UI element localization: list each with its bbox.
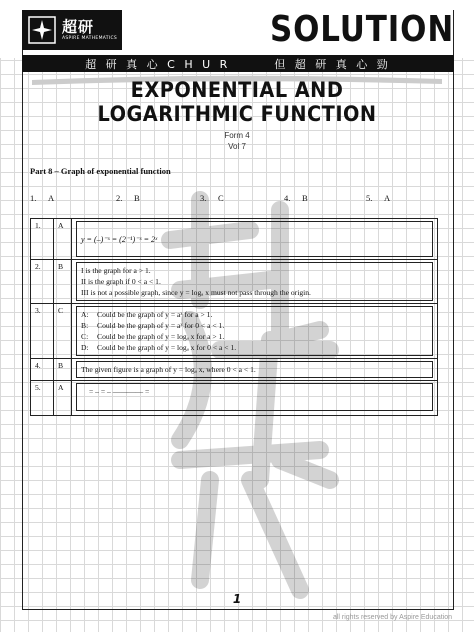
title-line-1: EXPONENTIAL AND — [130, 78, 344, 102]
slogan-banner — [22, 55, 454, 72]
equation-1: y = (–)⁻ˣ = (2⁻¹)⁻ˣ = 2ˣ — [81, 234, 158, 244]
rights-notice: all rights reserved by Aspire Education — [332, 614, 452, 621]
vol-label: Vol 7 — [228, 142, 246, 151]
answer-3: 3. C — [200, 193, 224, 203]
logo-chinese-text: 超研 — [62, 17, 95, 36]
banner-left-text: 超 研 真 心 C H U R — [85, 57, 231, 71]
title-line-2: LOGARITHMIC FUNCTION — [97, 102, 377, 126]
page-number: 1 — [232, 592, 242, 606]
table-row: 4. B The given figure is a graph of y = logₐ x, where 0 < a < 1. — [31, 359, 438, 381]
answer-2: 2. B — [116, 193, 140, 203]
logo-english-text: ASPIRE MATHEMATICS — [62, 35, 118, 41]
part-heading: Part 8 – Graph of exponential function — [30, 166, 171, 176]
table-row: 2. B I is the graph for a > 1. II is the graph if 0 < a < 1. III is not a possible graph, since y = logₐ x must not pass through the origin. — [31, 260, 438, 304]
solutions-table — [30, 218, 438, 416]
answer-1: 1. A — [30, 193, 55, 203]
table-row: 1. A y = (–)⁻ˣ = (2⁻¹)⁻ˣ = 2ˣ — [31, 219, 438, 260]
form-label: Form 4 — [224, 131, 250, 140]
aspire-logo — [22, 10, 122, 50]
answer-4: 4. B — [284, 193, 308, 203]
banner-right-text: 但 超 研 真 心 勁 — [274, 57, 391, 71]
table-row: 3. C A: Could be the graph of y = aˣ for a > 1. B: Could be the graph of y = aˣ for 0 < a < 1. C: Could be the graph of y = logₐ x for a > 1. D: Could be the graph of y = logₐ x for 0 < a < 1. — [31, 304, 438, 359]
table-row: 5. A = – = – ———— = — [31, 381, 438, 416]
answer-5: 5. A — [366, 193, 391, 203]
solution-label: SOLUTION — [269, 9, 454, 50]
star-logo-icon — [28, 16, 56, 44]
